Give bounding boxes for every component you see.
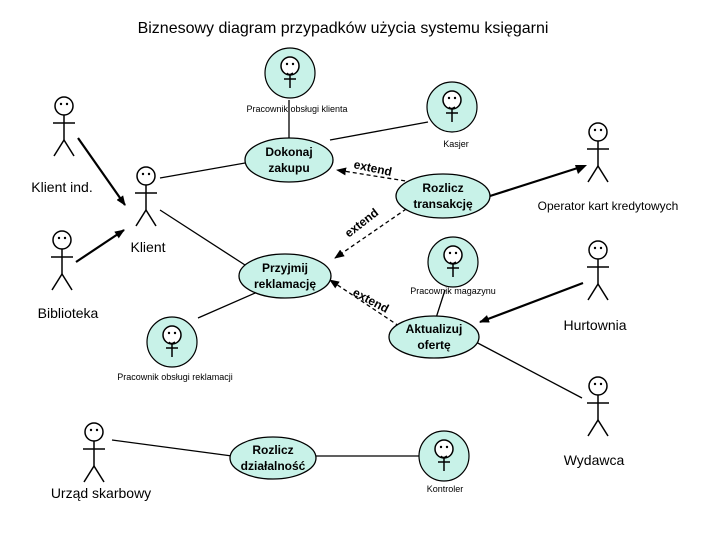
business-worker-kasjer (427, 82, 477, 132)
business-worker-pracownik-obslugi-reklamacji (147, 317, 197, 367)
actor-label-wydawca: Wydawca (563, 452, 625, 468)
association-urzad-rozlicz-dzialalnosc (112, 440, 232, 456)
diagram-title: Biznesowy diagram przypadków użycia systemu księgarni (137, 20, 549, 37)
actor-hurtownia (587, 241, 609, 300)
extend-label-1: extend (352, 157, 394, 179)
use-case-label-line2: transakcję (413, 197, 473, 211)
actor-wydawca (587, 377, 609, 436)
extend-relations (330, 157, 412, 330)
business-worker-kontroler (419, 431, 469, 481)
actor-label-kasjer: Kasjer (443, 139, 469, 149)
association-aktualizuj-wydawca (472, 340, 582, 398)
association-klient-przyjmij-reklamacje (160, 210, 245, 265)
association-dokonaj-zakupu-kasjer (330, 122, 428, 140)
associations (112, 100, 582, 456)
actor-label-kontroler: Kontroler (426, 484, 464, 494)
extend-label-3: extend (350, 285, 392, 316)
actor-urzad-skarbowy (83, 423, 105, 482)
association-obslugi-reklamacji-przyjmij (198, 290, 262, 318)
actor-label-biblioteka: Biblioteka (37, 305, 99, 321)
use-case-label-line1: Rozlicz (422, 181, 464, 195)
use-case-aktualizuj-oferte (389, 316, 479, 358)
extend-label-2: extend (341, 205, 382, 241)
actor-klient (135, 167, 157, 226)
use-case-przyjmij-reklamacje (239, 254, 331, 298)
business-worker-pracownik-magazynu (428, 237, 478, 287)
actor-label-klient: Klient (130, 239, 166, 255)
use-case-label-line2: działalność (240, 459, 306, 473)
use-case-label-line2: reklamację (253, 277, 317, 291)
use-case-label-line1: Przyjmij (261, 261, 309, 275)
actor-label-urzad-skarbowy: Urząd skarbowy (50, 485, 152, 501)
actor-label-pracownik-obslugi-reklamacji: Pracownik obsługi reklamacji (117, 372, 233, 382)
actor-label-hurtownia: Hurtownia (563, 317, 627, 333)
actor-klient-ind (53, 97, 75, 156)
use-case-rozlicz-transakcje (396, 174, 490, 218)
use-case-rozlicz-dzialalnosc (230, 437, 316, 479)
association-operator-rozlicz-transakcje (490, 166, 584, 196)
actor-label-klient-ind: Klient ind. (31, 179, 93, 195)
use-case-label-line2: zakupu (268, 161, 310, 175)
use-case-label-line1: Aktualizuj (405, 322, 463, 336)
actor-label-pracownik-magazynu: Pracownik magazynu (410, 286, 496, 296)
use-case-dokonaj-zakupu (245, 138, 333, 182)
actor-label-pracownik-obslugi-klienta: Pracownik obsługi klienta (246, 104, 348, 114)
actor-biblioteka (51, 231, 73, 290)
business-worker-pracownik-obslugi-klienta (265, 48, 315, 98)
use-case-label-line1: Dokonaj (265, 145, 313, 159)
actor-label-operator-kart: Operator kart kredytowych (537, 199, 679, 213)
actor-operator-kart (587, 123, 609, 182)
arrowhead-operator (575, 165, 587, 174)
use-case-label-line2: ofertę (417, 338, 451, 352)
generalization-biblioteka (76, 230, 124, 262)
use-case-label-line1: Rozlicz (252, 443, 294, 457)
